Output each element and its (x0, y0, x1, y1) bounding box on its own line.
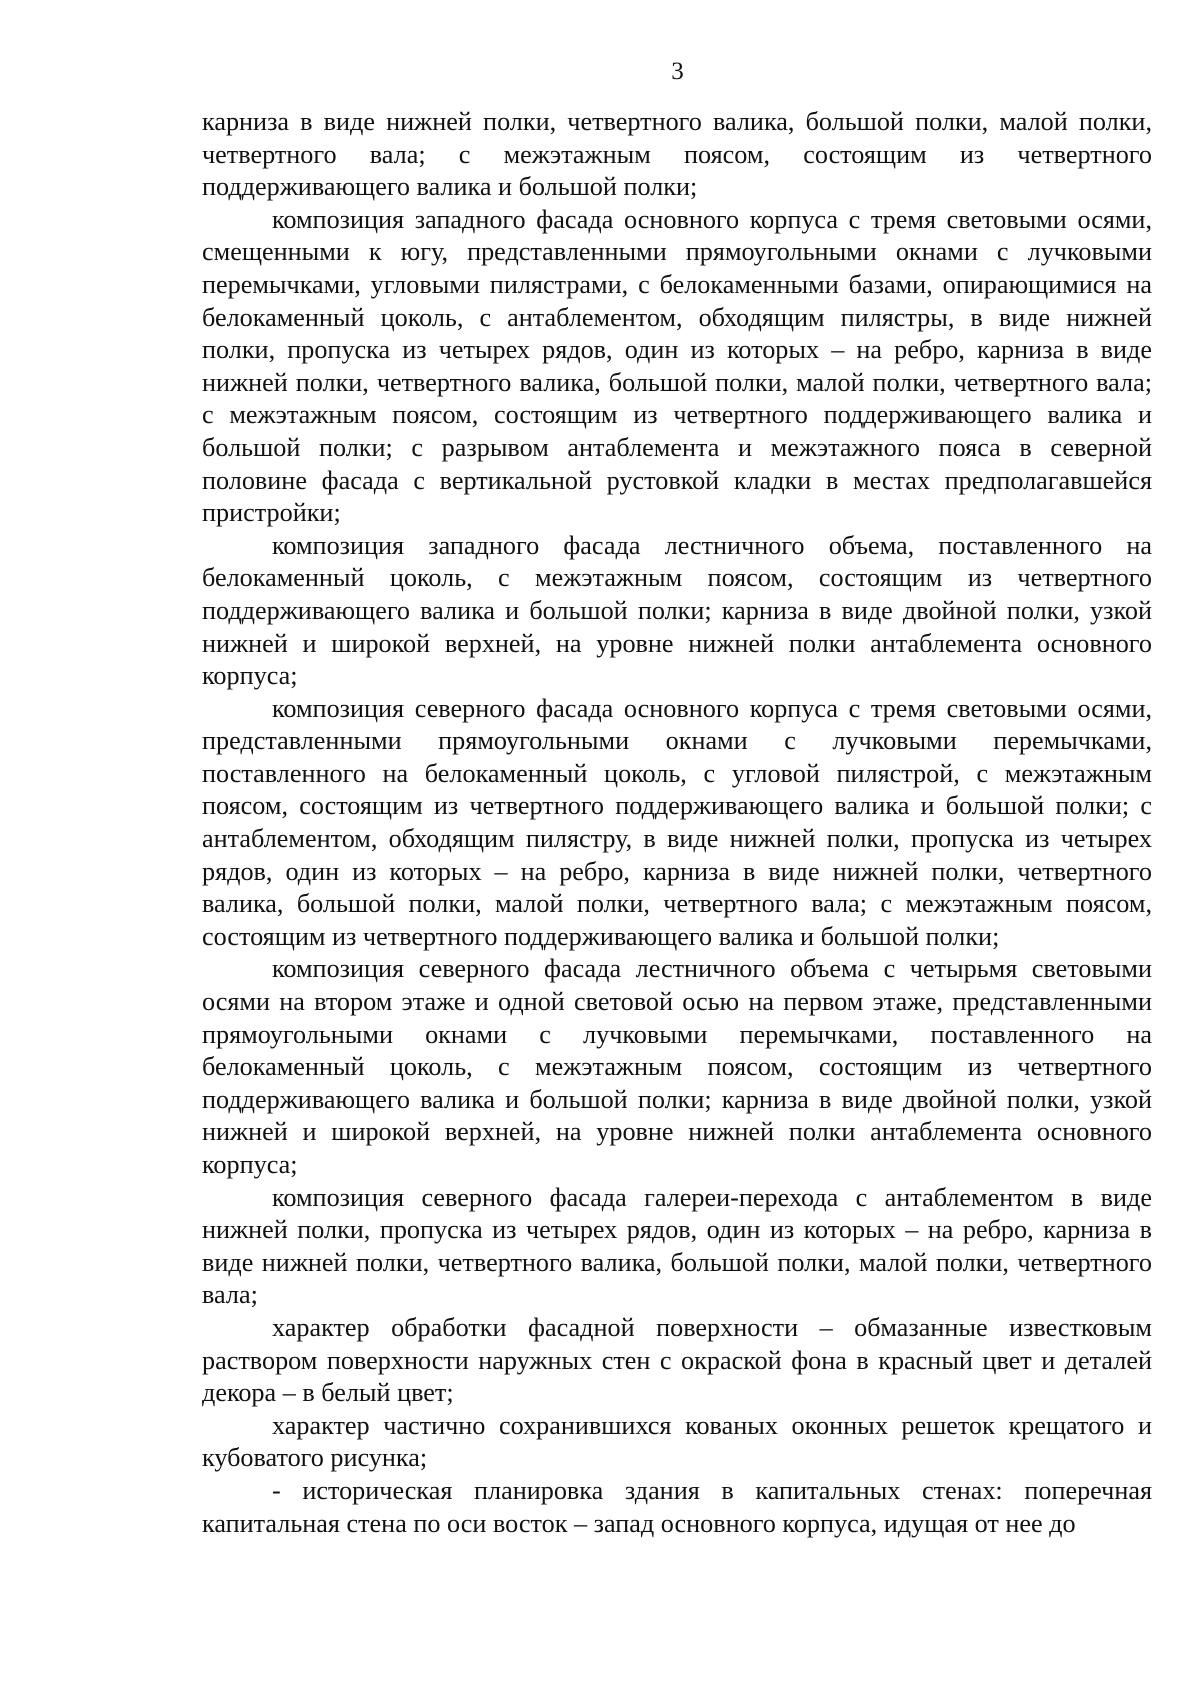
paragraph-window-grilles: характер частично сохранившихся кованых оконных решеток крещатого и кубоватого рисунка; (202, 1410, 1152, 1473)
paragraph-west-facade-main: композиция западного фасада основного корпуса с тремя световыми осями, смещенными к югу, представленными прямоугольными окнами с лучковыми перемычками, угловыми пилястрами, с белокаменными базами, опирающимися на белокаменный цоколь, с антаблементом, обходящим пилястры, в виде нижней полки, пропуска из четырех рядов, один из которых – на ребро, карниза в виде нижней полки, четвертного валика, большой полки, малой полки, четвертного вала; с межэтажным поясом, состоящим из четвертного поддерживающего валика и большой полки; с разрывом антаблемента и межэтажного пояса в северной половине фасада с вертикальной рустовкой кладки в местах предполагавшейся пристройки; (202, 204, 1152, 528)
paragraph-continuation: карниза в виде нижней полки, четвертного валика, большой полки, малой полки, четвертного вала; с межэтажным поясом, состоящим из четвертного поддерживающего валика и большой полки; (202, 107, 1152, 202)
paragraph-historical-layout: - историческая планировка здания в капитальных стенах: поперечная капитальная стена по оси восток – запад основного корпуса, идущая от нее до (202, 1475, 1152, 1538)
paragraph-north-facade-gallery: композиция северного фасада галереи-перехода с антаблементом в виде нижней полки, пропуска из четырех рядов, один из которых – на ребро, карниза в виде нижней полки, четвертного валика, большой полки, малой полки, четвертного вала; (202, 1182, 1152, 1310)
paragraph-north-facade-main: композиция северного фасада основного корпуса с тремя световыми осями, представленными прямоугольными окнами с лучковыми перемычками, поставленного на белокаменный цоколь, с угловой пилястрой, с межэтажным поясом, состоящим из четвертного поддерживающего валика и большой полки; с антаблементом, обходящим пилястру, в виде нижней полки, пропуска из четырех рядов, один из которых – на ребро, карниза в виде нижней полки, четвертного валика, большой полки, малой полки, четвертного вала; с межэтажным поясом, состоящим из четвертного поддерживающего валика и большой полки; (202, 693, 1152, 951)
paragraph-facade-surface: характер обработки фасадной поверхности – обмазанные известковым раствором поверхности наружных стен с окраской фона в красный цвет и деталей декора – в белый цвет; (202, 1312, 1152, 1408)
paragraph-north-facade-stair: композиция северного фасада лестничного объема с четырьмя световыми осями на втором этаже и одной световой осью на первом этаже, представленными прямоугольными окнами с лучковыми перемычками, поставленного на белокаменный цоколь, с межэтажным поясом, состоящим из четвертного поддерживающего валика и большой полки; карниза в виде двойной полки, узкой нижней и широкой верхней, на уровне нижней полки антаблемента основного корпуса; (202, 954, 1152, 1179)
page-number: 3 (671, 58, 684, 85)
document-body (202, 106, 1152, 1540)
paragraph-west-facade-stair: композиция западного фасада лестничного объема, поставленного на белокаменный цоколь, с межэтажным поясом, состоящим из четвертного поддерживающего валика и большой полки; карниза в виде двойной полки, узкой нижней и широкой верхней, на уровне нижней полки антаблемента основного корпуса; (202, 530, 1152, 691)
